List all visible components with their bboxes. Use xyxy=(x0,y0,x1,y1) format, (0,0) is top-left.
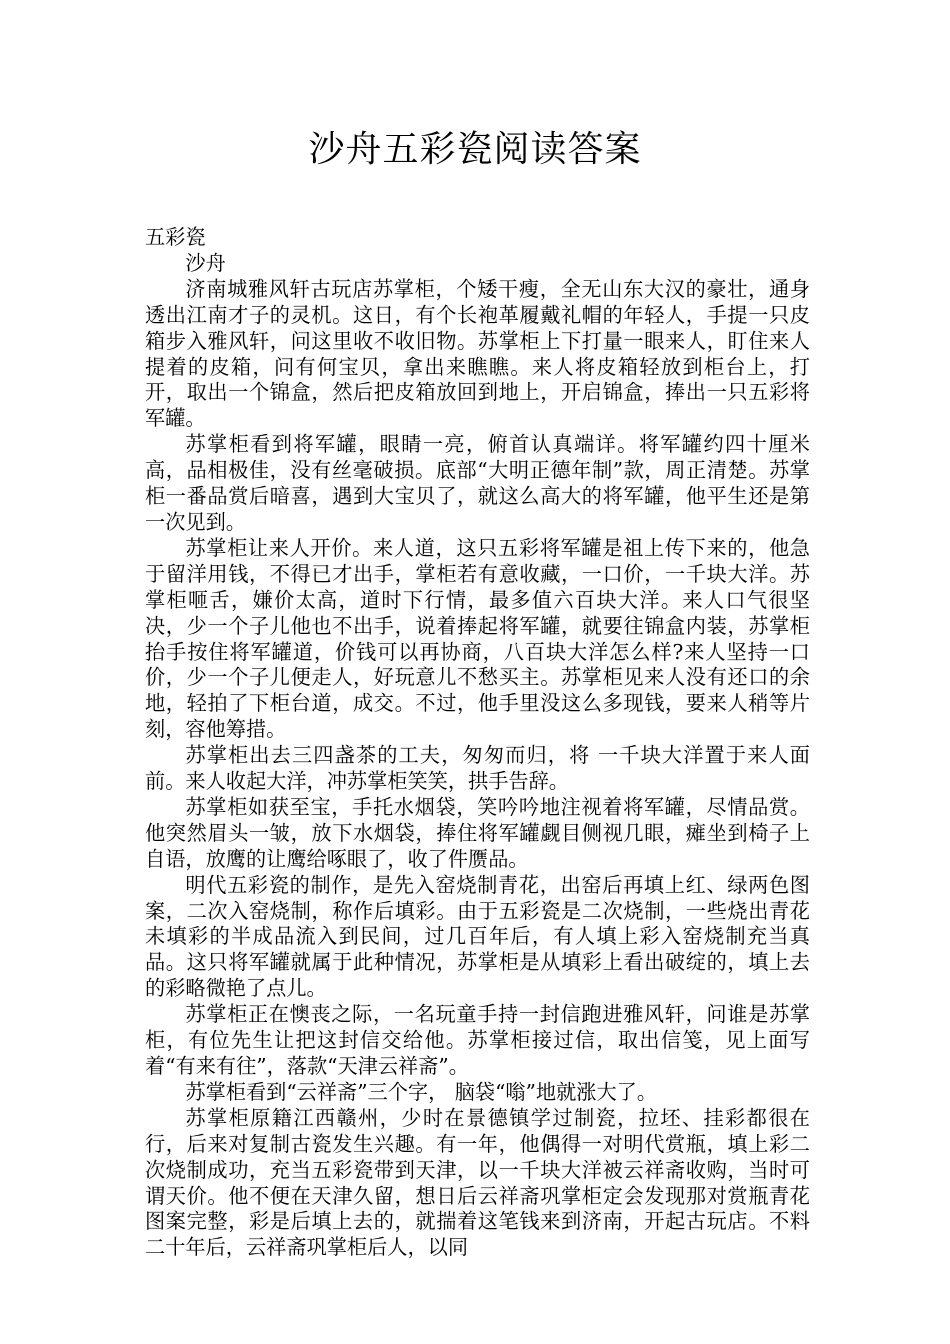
document-title: 沙舟五彩瓷阅读答案 xyxy=(308,129,642,170)
story-title: 五彩瓷 xyxy=(145,225,206,249)
paragraph: 明代五彩瓷的制作，是先入窑烧制青花，出窑后再填上红、绿两色图案，二次入窑烧制，称作后填彩。由于五彩瓷是二次烧制，一些烧出青花未填彩的半成品流入到民间，过几百年后，有人填上彩入窑烧制充当真品。这只将军罐就属于此种情况，苏掌柜是从填彩上看出破绽的，填上去的彩略微艳了点儿。 xyxy=(145,872,810,1001)
paragraph: 苏掌柜看到将军罐，眼睛一亮，俯首认真端详。将军罐约四十厘米高，品相极佳，没有丝毫破损。底部“大明正德年制”款，周正清楚。苏掌柜一番品赏后暗喜，遇到大宝贝了，就这么高大的将军罐，他平生还是第一次见到。 xyxy=(145,432,810,534)
author-line: 沙舟 xyxy=(185,250,226,275)
paragraph: 苏掌柜如获至宝，手托水烟袋，笑吟吟地注视着将军罐，尽情品赏。他突然眉头一皱，放下水烟袋，捧住将军罐觑目侧视几眼，瘫坐到椅子上自语，放鹰的让鹰给啄眼了，收了件赝品。 xyxy=(145,794,810,871)
paragraph: 苏掌柜原籍江西赣州，少时在景德镇学过制瓷，拉坯、挂彩都很在行，后来对复制古瓷发生兴趣。有一年，他偶得一对明代赏瓶，填上彩二次烧制成功，充当五彩瓷带到天津，以一千块大洋被云祥斋收购，当时可谓天价。他不便在天津久留，想日后云祥斋巩掌柜定会发现那对赏瓶青花图案完整，彩是后填上去的，就揣着这笔钱来到济南，开起古玩店。不料二十年后，云祥斋巩掌柜后人，以同 xyxy=(145,1105,810,1260)
document-body xyxy=(145,225,810,1261)
paragraph: 苏掌柜让来人开价。来人道，这只五彩将军罐是祖上传下来的，他急于留洋用钱，不得已才出手，掌柜若有意收藏，一口价，一千块大洋。苏掌柜咂舌，嫌价太高，道时下行情，最多值六百块大洋。来人口气很坚决，少一个子儿他也不出手，说着捧起将军罐，就要往锦盒内装，苏掌柜抬手按住将军罐道，价钱可以再协商，八百块大洋怎么样?来人坚持一口价，少一个子儿便走人，好玩意儿不愁买主。苏掌柜见来人没有还口的余地，轻拍了下柜台道，成交。不过，他手里没这么多现钱，要来人稍等片刻，容他筹措。 xyxy=(145,535,810,742)
paragraph: 苏掌柜出去三四盏茶的工夫，匆匆而归，将 一千块大洋置于来人面前。来人收起大洋，冲苏掌柜笑笑，拱手告辞。 xyxy=(145,743,810,794)
paragraph: 苏掌柜正在懊丧之际，一名玩童手持一封信跑进雅风轩，问谁是苏掌柜，有位先生让把这封信交给他。苏掌柜接过信，取出信笺，见上面写着“有来有往”，落款“天津云祥斋”。 xyxy=(145,1002,810,1078)
paragraph: 苏掌柜看到“云祥斋”三个字， 脑袋“嗡”地就涨大了。 xyxy=(185,1079,658,1104)
paragraph: 济南城雅风轩古玩店苏掌柜，个矮干瘦，全无山东大汉的豪壮，通身透出江南才子的灵机。这日，有个长袍革履戴礼帽的年轻人，手提一只皮箱步入雅风轩，问这里收不收旧物。苏掌柜上下打量一眼来人，盯住来人提着的皮箱，问有何宝贝，拿出来瞧瞧。来人将皮箱轻放到柜台上，打开，取出一个锦盒，然后把皮箱放回到地上，开启锦盒，捧出一只五彩将军罐。 xyxy=(145,276,810,431)
